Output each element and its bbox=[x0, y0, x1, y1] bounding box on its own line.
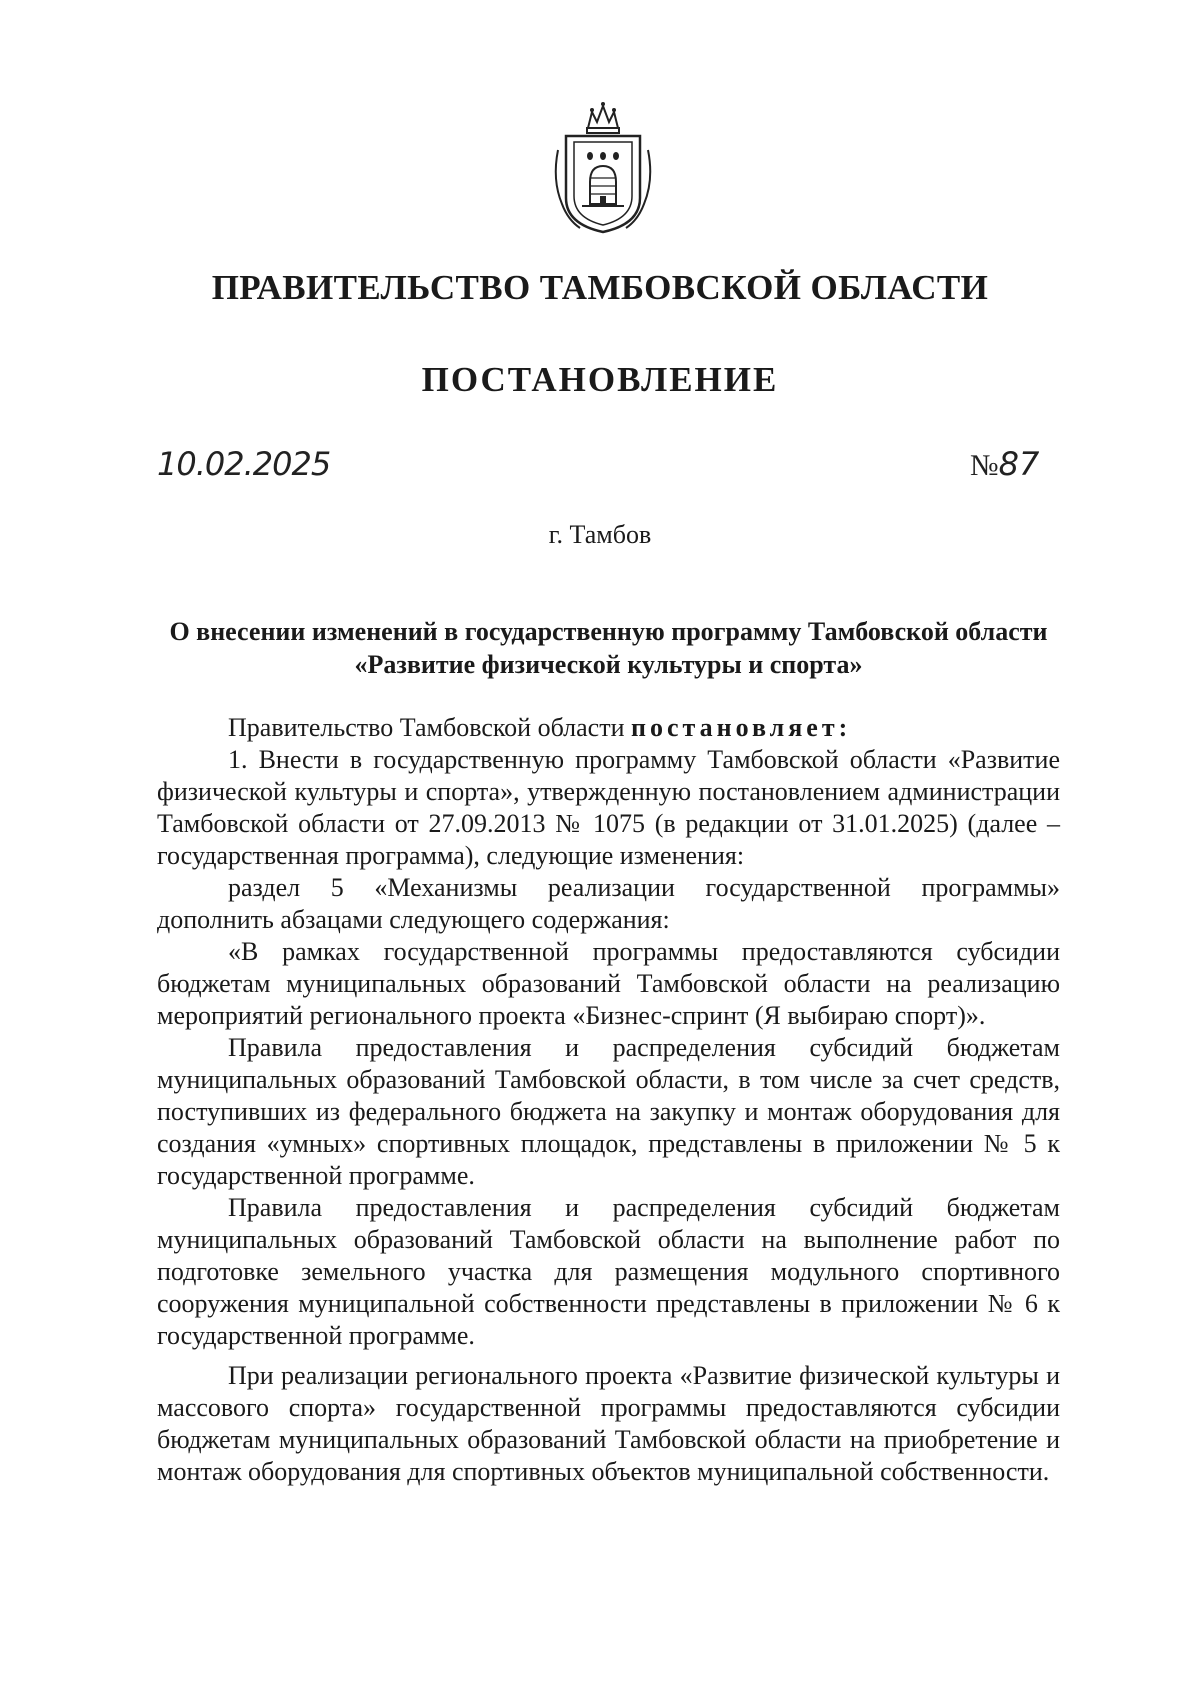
organization-name: ПРАВИТЕЛЬСТВО ТАМБОВСКОЙ ОБЛАСТИ bbox=[211, 268, 989, 307]
document-type: ПОСТАНОВЛЕНИЕ bbox=[421, 360, 779, 399]
document-number bbox=[970, 445, 1039, 483]
paragraph: Правила предоставления и распределения субсидий бюджетам муниципальных образований Тамбовской области, в том числе за счет средств, поступивших из федерального бюджета на закупку и монтаж оборудования для создания «умных» спортивных площадок, представлены в приложении № 5 к государственной программе. bbox=[157, 1033, 1060, 1190]
paragraph: Правила предоставления и распределения субсидий бюджетам муниципальных образований Тамбовской области на выполнение работ по подготовке земельного участка для размещения модульного спортивного сооружения муниципальной собственности представлены в приложении № 6 к государственной программе. bbox=[157, 1193, 1060, 1350]
paragraph: 1. Внести в государственную программу Тамбовской области «Развитие физической культуры и спорта», утвержденную постановлением администрации Тамбовской области от 27.09.2013 № 1075 (в редакции от 31.01.2025) (далее – государственная программа), следующие изменения: bbox=[157, 745, 1060, 870]
document-body bbox=[157, 712, 1060, 1488]
number-sign: № bbox=[970, 449, 999, 482]
intro-paragraph bbox=[157, 712, 1060, 744]
title-line: «Развитие физической культуры и спорта» bbox=[354, 650, 863, 679]
document-date: 10.02.2025 bbox=[157, 445, 331, 483]
number-value: 87 bbox=[998, 445, 1040, 483]
paragraph: раздел 5 «Механизмы реализации государственной программы» дополнить абзацами следующего содержания: bbox=[157, 873, 1060, 934]
paragraph: При реализации регионального проекта «Развитие физической культуры и массового спорта» государственной программы предоставляются субсидии бюджетам муниципальных образований Тамбовской области на приобретение и монтаж оборудования для спортивных объектов муниципальной собственности. bbox=[157, 1361, 1060, 1486]
document-title bbox=[157, 615, 1060, 681]
title-line: О внесении изменений в государственную программу Тамбовской области bbox=[169, 617, 1048, 646]
coat-of-arms-icon bbox=[550, 100, 656, 236]
paragraph: «В рамках государственной программы предоставляются субсидии бюджетам муниципальных образований Тамбовской области на реализацию мероприятий регионального проекта «Бизнес-спринт (Я выбираю спорт)». bbox=[157, 937, 1060, 1030]
resolve-word: постановляет: bbox=[631, 713, 852, 742]
city: г. Тамбов bbox=[548, 520, 652, 549]
intro-text: Правительство Тамбовской области bbox=[228, 713, 631, 742]
